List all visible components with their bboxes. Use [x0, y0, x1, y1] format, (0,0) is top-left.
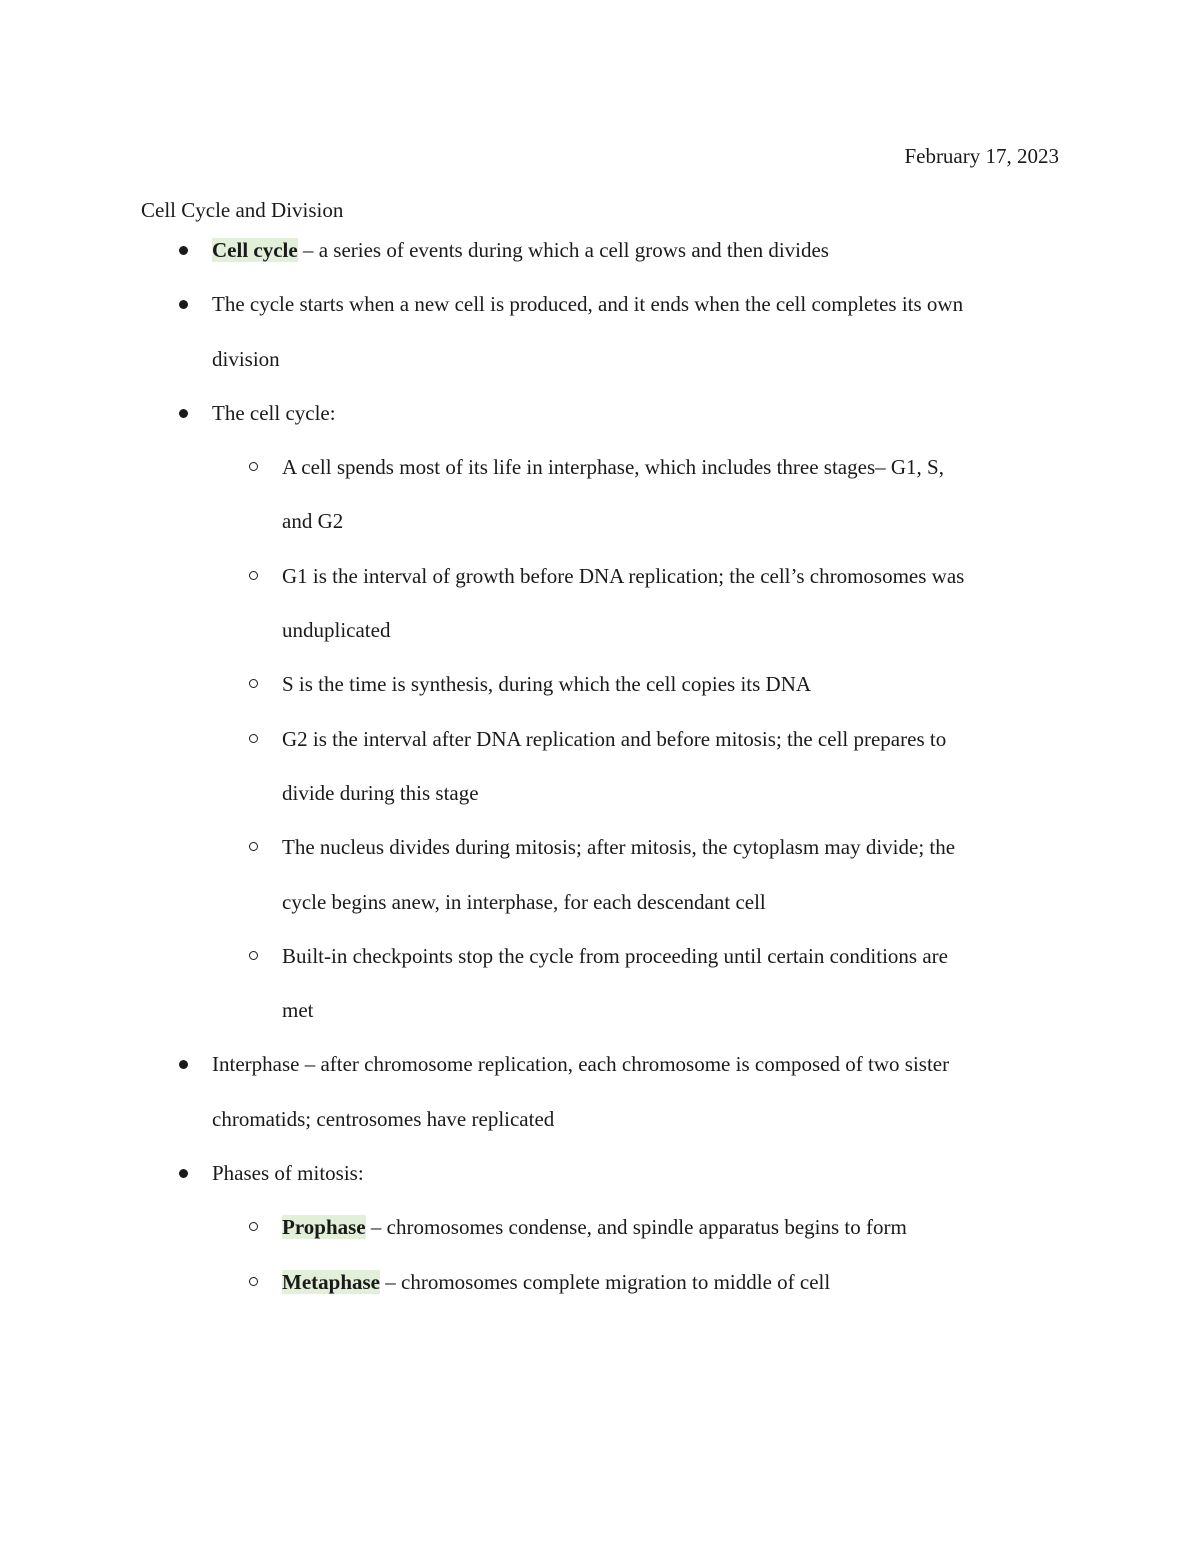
bullet-ring-icon	[249, 1222, 258, 1231]
bullet-dot-icon	[179, 1060, 188, 1069]
bullet-dot-icon	[179, 1169, 188, 1178]
sub-list-item	[0, 657, 1200, 711]
list-item	[0, 223, 1200, 277]
item-text: and G2	[282, 509, 344, 534]
sub-list-item-continuation	[0, 494, 1200, 548]
term-highlight: Prophase	[282, 1215, 366, 1240]
item-text: The cycle starts when a new cell is produced, and it ends when the cell completes its own	[212, 292, 964, 317]
item-text: Phases of mitosis:	[212, 1161, 364, 1186]
list-item-continuation	[0, 332, 1200, 386]
list-item	[0, 386, 1200, 440]
sub-list-item-continuation	[0, 983, 1200, 1037]
bullet-ring-icon	[249, 571, 258, 580]
sub-list-item	[0, 1200, 1200, 1254]
item-text: The cell cycle:	[212, 400, 336, 425]
sub-list-item-continuation	[0, 766, 1200, 820]
item-text: division	[212, 346, 280, 371]
item-text: Built-in checkpoints stop the cycle from proceeding until certain conditions are	[282, 943, 948, 968]
list-item-continuation	[0, 1092, 1200, 1146]
document-date: February 17, 2023	[904, 144, 1059, 168]
item-text: divide during this stage	[282, 780, 479, 805]
item-text: – a series of events during which a cell grows and then divides	[297, 238, 829, 262]
list-item	[0, 277, 1200, 331]
sub-list-item-continuation	[0, 603, 1200, 657]
term-highlight: Metaphase	[282, 1269, 380, 1294]
sub-list-item	[0, 929, 1200, 983]
term-highlight: Cell cycle	[212, 238, 298, 262]
item-text: cycle begins anew, in interphase, for each descendant cell	[282, 889, 766, 914]
sub-list-item	[0, 549, 1200, 603]
item-text: G1 is the interval of growth before DNA replication; the cell’s chromosomes was	[282, 563, 965, 588]
bullet-ring-icon	[249, 679, 258, 688]
item-text: met	[282, 998, 314, 1023]
item-text: – chromosomes complete migration to middle of cell	[380, 1269, 831, 1294]
item-text: A cell spends most of its life in interphase, which includes three stages– G1, S,	[282, 455, 944, 480]
bullet-dot-icon	[179, 409, 188, 418]
bullet-ring-icon	[249, 842, 258, 851]
bullet-dot-icon	[179, 300, 188, 309]
item-text: G2 is the interval after DNA replication and before mitosis; the cell prepares to	[282, 726, 947, 751]
list-item	[0, 1037, 1200, 1091]
item-text: S is the time is synthesis, during which the cell copies its DNA	[282, 672, 812, 697]
sub-list-item	[0, 712, 1200, 766]
sub-list-item	[0, 1255, 1200, 1309]
sub-list-item	[0, 820, 1200, 874]
bullet-ring-icon	[249, 462, 258, 471]
list-item	[0, 1146, 1200, 1200]
item-text: unduplicated	[282, 618, 391, 643]
bullet-ring-icon	[249, 734, 258, 743]
item-text: Interphase – after chromosome replication, each chromosome is composed of two sister	[212, 1052, 950, 1077]
item-text: – chromosomes condense, and spindle apparatus begins to form	[365, 1215, 907, 1240]
bullet-ring-icon	[249, 1277, 258, 1286]
item-text: chromatids; centrosomes have replicated	[212, 1106, 555, 1131]
sub-list-item	[0, 440, 1200, 494]
bullet-dot-icon	[179, 246, 188, 255]
bullet-ring-icon	[249, 951, 258, 960]
notes-list	[0, 223, 1200, 1309]
item-text: The nucleus divides during mitosis; after mitosis, the cytoplasm may divide; the	[282, 835, 956, 860]
document-title: Cell Cycle and Division	[141, 198, 344, 222]
sub-list-item-continuation	[0, 875, 1200, 929]
